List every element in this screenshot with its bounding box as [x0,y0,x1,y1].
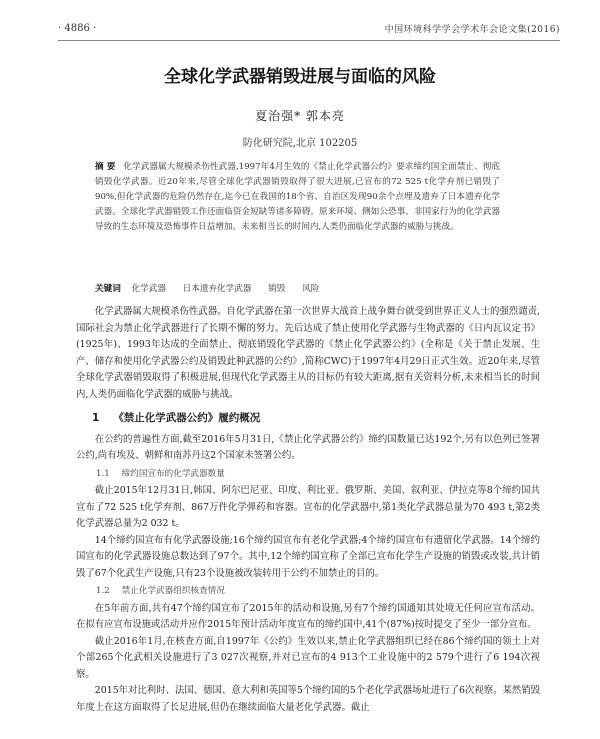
keyword: 风险 [302,284,320,294]
abstract [95,160,500,235]
journal-name: 中国环境科学学会学术年会论文集(2016) [384,25,560,35]
paragraph: 在5年前方面,共有47个缔约国宣布了2015年的活动和设施,另有7个缔约国通知其处境无任何应宣布活动。在拟有应宣布设施或活动并应作2015年预计活动年度宣布的缔约国中,41个(87%)按时提交了至少一部分宣布。 [76,602,540,630]
subsection-number: 1.2 [96,586,110,596]
keyword: 化学武器 [131,284,166,294]
paragraph: 在公约的普遍性方面,截至2016年5月31日,《禁止化学武器公约》缔约国数量已达192个,另有以色列已签署公约,尚有埃及、朝鲜和南苏丹这2个国家未签署公约。 [76,433,540,461]
page-number: · 4886 · [58,23,97,34]
paragraph: 2015年对比利时、法国、德国、意大利和英国等5个缔约国的5个老化学武器场址进行了6次视察。某然销毁年度上在这方面取得了长足进展,但仍在继续面临大量老化学武器。截止 [76,685,540,713]
subsection-number: 1.1 [96,468,110,479]
section-number: 1 [92,412,100,424]
subsection-title: 缔约国宣布的化学武器数量 [121,468,225,479]
paragraph: 14个缔约国宣布有化学武器设施;16个缔约国宣布有老化学武器;4个缔约国宣布有遗留化学武器。14个缔约国宣布的化学武器设施总数达到了97个。其中,12个缔约国宣称了全部已宣布化学生产设施的销毁或改装,共计销毁了67个化武生产设施,只有23个设施被改装转用于公约不加禁止的目的。 [76,534,540,579]
paper-title: 全球化学武器销毁进展与面临的风险 [164,67,436,87]
paragraph: 截止2016年1月,在核查方面,自1997年《公约》生效以来,禁止化学武器组织已经在86个缔约国的领土上对个部265个化武相关设施进行了3 027次视察,并对已宣布的4 913个工业设施中的2 579个进行了6 194次视察。 [76,635,540,680]
keyword: 销毁 [268,284,286,294]
keywords [95,282,500,294]
keyword: 日本遗弃化学武器 [182,284,252,294]
section-heading [92,410,540,427]
affiliation: 防化研究院,北京 102205 [242,138,358,149]
abstract-text: 化学武器属大规模杀伤性武器,1997年4月生效的《禁止化学武器公约》要求缔约国全面禁止、彻底销毁化学武器。近20年来,尽管全球化学武器销毁取得了很大进展,已宣布的72 525 t化学弃剂已销毁了90%,但化学武器的危险仍然存在,迄今已在我国的18个省、自治区发现90余个点埋及遗弃了日本遗弃化学武器。全球化学武器销毁工作还面临资金短缺等诸多障碍。原来环境、侧如公恐事、非国家行为的化学武器导致的生态环境及恐怖事件日益增加。未来相当长的时间内,人类仍面临化学武器的威胁与挑战。 [95,162,500,232]
body-text [76,304,540,716]
subsection-heading [96,466,540,483]
subsection-heading [96,583,540,600]
intro-paragraph: 化学武器属大规模杀伤性武器。自化学武器在第一次世界大战首上战争舞台就受到世界正义人士的强烈谴责,国际社会为禁止化学武器进行了长期不懈的努力。先后达成了禁止使用化学武器与生物武器的《日内瓦议定书》(1925年)、1993年达成的全面禁止、彻底销毁化学武器的《禁止化学武器公约》(全称是《关于禁止发展、生产、储存和使用化学武器公约及销毁此种武器的公约》,简称CWC)于1997年4月29日正式生效。近20年来,尽管全球化学武器销毁取得了积极进展,但现代化学武器主从的目标仍有较大距离,据有关资料分析,未来相当长的时间内,人类仍面临化学武器的威胁与挑战。 [76,306,540,400]
keywords-label: 关键词 [95,284,121,294]
abstract-label: 摘 要 [95,162,116,172]
running-head [58,22,560,35]
authors: 夏治强* 郭本亮 [255,109,345,123]
subsection-title: 禁止化学武器组织核查情况 [121,586,225,596]
section-title: 《禁止化学武器公约》履约概况 [113,412,261,424]
paragraph: 截止2015年12月31日,韩国、阿尔巴尼亚、印度、利比亚、俄罗斯、美国、叙利亚、伊拉克等8个缔约国共宣布了72 525 t化学弃剂、867万件化学弹药和容器。宣布的化学武器中,第1类化学武器总量为70 493 t,第2类化学武器总量为2 032 t。 [76,485,540,529]
header-rule [58,40,560,41]
